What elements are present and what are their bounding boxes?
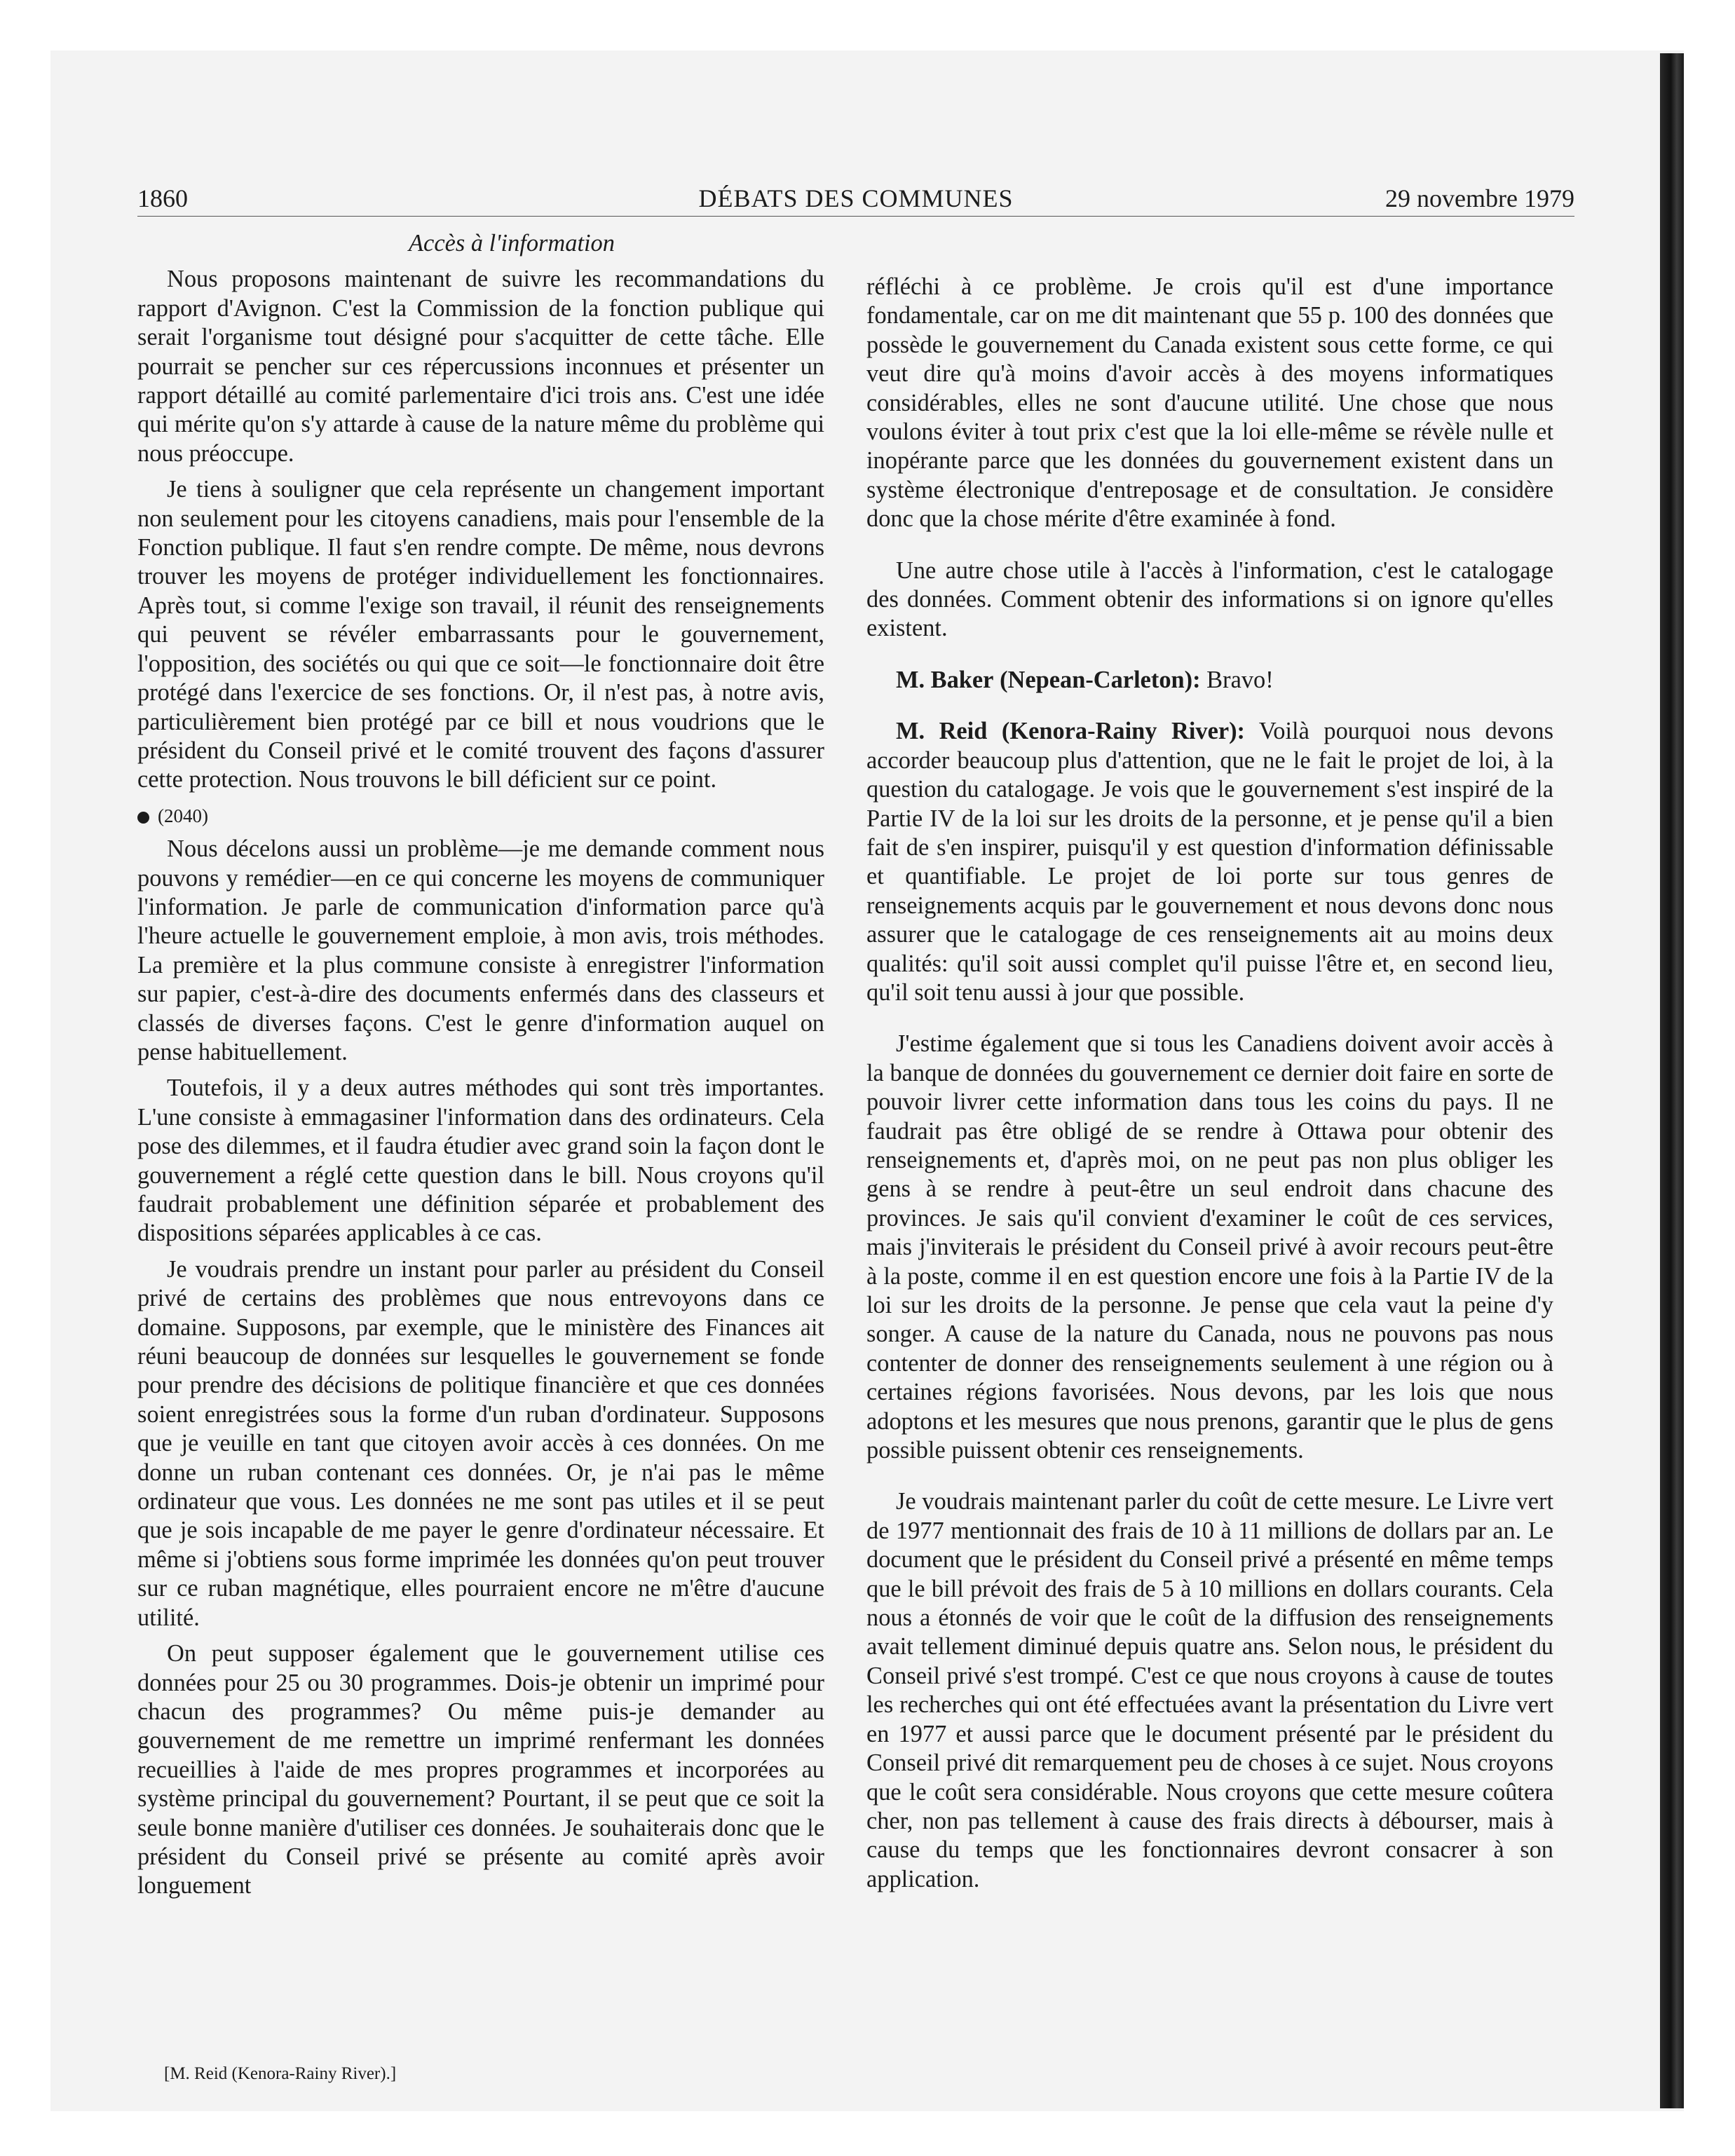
speaker-footer-note: [M. Reid (Kenora-Rainy River).] <box>164 2064 397 2083</box>
speech-text: Voilà pourquoi nous devons accorder beaucoup plus d'attention, que ne le fait le projet de loi, à la question du catalogage. Je vois que le gouvernement s'est inspiré de la Partie IV de la loi sur les droits de la personne, et je pense qu'il a bien fait de s'en inspirer, puisqu'il y est question d'information définissable et quantifiable. Le projet de loi porte sur tous genres de renseignements acquis par le gouvernement et nous devons donc nous assurer que le catalogage de ces renseignements ait au moins deux qualités: qu'il soit aussi complet qu'il puisse l'être et, en second lieu, qu'il soit tenu aussi à jour que possible. <box>866 718 1553 1006</box>
left-column <box>137 229 824 1901</box>
speech-reid <box>866 717 1553 1007</box>
speech-baker <box>866 666 1553 695</box>
timestamp: (2040) <box>158 805 208 826</box>
paragraph: réfléchi à ce problème. Je crois qu'il est d'une importance fondamentale, car on me dit maintenant que 55 p. 100 des données que possède le gouvernement du Canada existent sous cette forme, ce qui veut dire qu'à moins d'avoir accès à des moyens informatiques considérables, elles ne sont d'aucune utilité. Une chose que nous voulons éviter à tout prix c'est que la loi elle-même se révèle nulle et inopérante parce que les données du gouvernement existent dans un système électronique d'entreposage et de consultation. Je considère donc que la chose mérite d'être examinée à fond. <box>866 273 1553 533</box>
timestamp-marker <box>137 802 824 831</box>
paragraph: Je voudrais prendre un instant pour parler au président du Conseil privé de certains des problèmes que nous entrevoyons dans ce domaine. Supposons, par exemple, que le ministère des Finances ait réuni beaucoup de données sur lesquelles le gouvernement se fonde pour prendre des décisions de politique financière et que ces données soient enregistrées sous la forme d'un ruban d'ordinateur. Supposons que je veuille en tant que citoyen avoir accès à ces données. On me donne un ruban contenant ces données. Or, je n'ai pas le même ordinateur que vous. Les données ne me sont pas utiles et il se peut que je sois incapable de me payer le genre d'ordinateur nécessaire. Et même si j'obtiens sous forme imprimée les données qu'on peut trouver sur ce ruban magnétique, elles pourraient encore ne m'être d'aucune utilité. <box>137 1255 824 1631</box>
paragraph: Nous décelons aussi un problème—je me demande comment nous pouvons y remédier—en ce qui concerne les moyens de communiquer l'information. Je parle de communication d'information parce qu'à l'heure actuelle le gouvernement emploie, à mon avis, trois méthodes. La première et la plus commune consiste à enregistrer l'information sur papier, c'est-à-dire des documents enfermés dans des classeurs et classés de diverses façons. C'est le genre d'information auquel on pense habituellement. <box>137 835 824 1065</box>
paragraph: J'estime également que si tous les Canadiens doivent avoir accès à la banque de données du gouvernement ce dernier doit faire en sorte de pouvoir livrer cette information dans tous les coins du pays. Il ne faudrait pas être obligé de se rendre à Ottawa pour obtenir des renseignements et, d'après moi, on ne peut pas non plus obliger les gens à se rendre à peut-être un seul endroit dans chacune des provinces. Je sais qu'il convient d'examiner le coût de ces services, mais j'inviterais le président du Conseil privé à avoir recours peut-être à la poste, comme il en est question encore une fois à la Partie IV de la loi sur les droits de la personne. Je pense que cela vaut la peine d'y songer. A cause de la nature du Canada, nous ne pouvons pas nous contenter de donner des renseignements seulement à une région ou à certaines régions favorisées. Nous devons, par les lois que nous adoptons et les mesures que nous prenons, garantir que le plus de gens possible puissent obtenir ces renseignements. <box>866 1030 1553 1464</box>
paragraph: Une autre chose utile à l'accès à l'information, c'est le catalogage des données. Comment obtenir des informations si on ignore qu'elles existent. <box>866 557 1553 642</box>
speaker-riding: (Nepean-Carleton): <box>1000 666 1201 693</box>
page-number: 1860 <box>137 184 188 212</box>
speaker-riding: (Kenora-Rainy River): <box>1001 718 1246 745</box>
speaker-name: M. Baker <box>896 666 994 693</box>
bullet-icon <box>137 812 149 824</box>
right-column <box>866 273 1553 1894</box>
page-date: 29 novembre 1979 <box>1385 184 1574 212</box>
speaker-name: M. Reid <box>896 718 988 745</box>
paragraph: Nous proposons maintenant de suivre les recommandations du rapport d'Avignon. C'est la Commission de la fonction publique qui serait l'organisme tout désigné pour s'acquitter de cette tâche. Elle pourrait se pencher sur ces répercussions inconnues et présenter un rapport détaillé au comité parlementaire d'ici trois ans. C'est une idée qui mérite qu'on s'y attarde à cause de la nature même du problème qui nous préoccupe. <box>137 266 824 467</box>
section-heading: Accès à l'information <box>409 230 615 257</box>
speech-text: Bravo! <box>1200 666 1274 693</box>
running-title: DÉBATS DES COMMUNES <box>698 184 1014 212</box>
paragraph: On peut supposer également que le gouvernement utilise ces données pour 25 ou 30 programmes. Dois-je obtenir un imprimé pour chacun des programmes? Ou même puis-je demander au gouvernement de me remettre un imprimé renfermant les données recueillies à l'aide de mes propres programmes et incorporées au système principal du gouvernement? Pourtant, il se peut que ce soit la seule bonne manière d'utiliser ces données. Je souhaiterais donc que le président du Conseil privé se présente au comité après avoir longuement <box>137 1640 824 1899</box>
page-header <box>137 184 1574 217</box>
paragraph: Je tiens à souligner que cela représente un changement important non seulement pour les citoyens canadiens, mais pour l'ensemble de la Fonction publique. Il faut s'en rendre compte. De même, nous devrons trouver les moyens de protéger individuellement les fonctionnaires. Après tout, si comme l'exige son travail, il réunit des renseignements qui peuvent se révéler embarrassants pour le gouvernement, l'opposition, des sociétés ou qui que ce soit—le fonctionnaire doit être protégé dans l'exercice de ses fonctions. Or, il n'est pas, à notre avis, particulièrement bien protégé par ce bill et nous voudrions que le président du Conseil privé et le comité trouvent des façons d'assurer cette protection. Nous trouvons le bill déficient sur ce point. <box>137 476 824 793</box>
scan-edge-shadow <box>1660 53 1684 2108</box>
paragraph: Toutefois, il y a deux autres méthodes qui sont très importantes. L'une consiste à emmagasiner l'information dans des ordinateurs. Cela pose des dilemmes, et il faudra étudier avec grand soin la façon dont le gouvernement a réglé cette question dans le bill. Nous croyons qu'il faudrait probablement une définition séparée et probablement des dispositions séparées applicables à ce cas. <box>137 1074 824 1247</box>
paragraph: Je voudrais maintenant parler du coût de cette mesure. Le Livre vert de 1977 mentionnait des frais de 10 à 11 millions de dollars par an. Le document que le président du Conseil privé a présenté en même temps que le bill prévoit des frais de 5 à 10 millions en dollars courants. Cela nous a étonnés de voir que le coût de la diffusion des renseignements avait tellement diminué depuis quatre ans. Selon nous, le président du Conseil privé s'est trompé. C'est ce que nous croyons à cause de toutes les recherches qui ont été effectuées avant la présentation du Livre vert en 1977 et aussi parce que le document présenté par le président du Conseil privé dit remarquement peu de choses à ce sujet. Nous croyons que le coût sera considérable. Nous croyons que cette mesure coûtera cher, non pas tellement à cause des frais directs à débourser, mais à cause du temps que les fonctionnaires devront consacrer à son application. <box>866 1488 1553 1892</box>
